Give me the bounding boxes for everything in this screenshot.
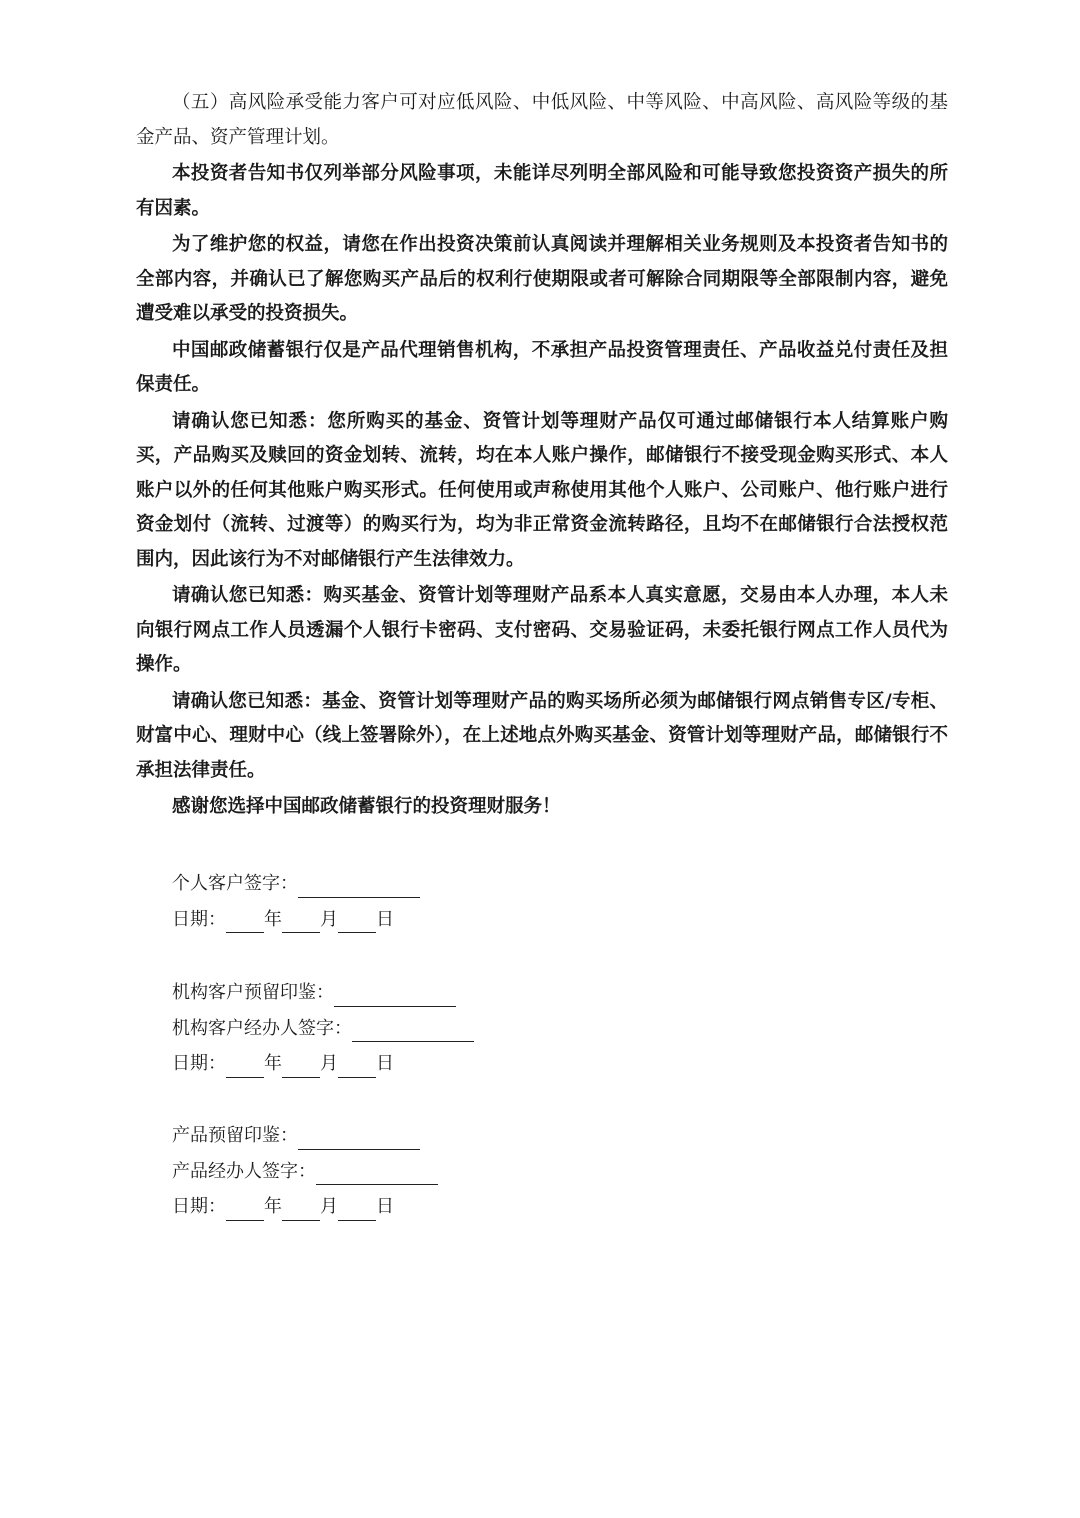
product-year-field[interactable] xyxy=(226,1198,264,1221)
individual-date-label: 日期： xyxy=(172,908,226,930)
institution-seal-label: 机构客户预留印鉴： xyxy=(172,982,334,1003)
individual-month-label: 月 xyxy=(320,908,338,930)
individual-signature-block xyxy=(172,866,672,937)
product-date-line xyxy=(172,1189,672,1225)
institution-agent-field[interactable] xyxy=(352,1019,474,1042)
individual-month-field[interactable] xyxy=(282,910,320,933)
paragraph-thanks: 感谢您选择中国邮政储蓄银行的投资理财服务！ xyxy=(172,796,561,817)
paragraph-account-confirmation: 请确认您已知悉：您所购买的基金、资管计划等理财产品仅可通过邮储银行本人结算账户购买，产品购买及赎回的资金划转、流转，均在本人账户操作，邮储银行不接受现金购买形式、本人账户以外的任何其他账户购买形式。任何使用或声称使用其他个人账户、公司账户、他行账户进行资金划付（流转、过渡等）的购买行为，均为非正常资金流转路径，且均不在邮储银行合法授权范围内，因此该行为不对邮储银行产生法律效力。 xyxy=(136,410,948,570)
individual-sign-field[interactable] xyxy=(298,875,420,898)
product-day-label: 日 xyxy=(376,1196,394,1217)
product-signature-block xyxy=(172,1118,672,1225)
product-agent-line xyxy=(172,1154,672,1190)
institution-agent-line xyxy=(172,1011,672,1047)
institution-date-label: 日期： xyxy=(172,1053,226,1074)
product-agent-field[interactable] xyxy=(316,1162,438,1185)
institution-day-field[interactable] xyxy=(338,1055,376,1078)
individual-day-field[interactable] xyxy=(338,910,376,933)
product-seal-field[interactable] xyxy=(298,1127,420,1150)
individual-day-label: 日 xyxy=(376,908,394,930)
product-month-field[interactable] xyxy=(282,1198,320,1221)
product-agent-label: 产品经办人签字： xyxy=(172,1160,316,1182)
paragraph-agent-role: 中国邮政储蓄银行仅是产品代理销售机构，不承担产品投资管理责任、产品收益兑付责任及担保责任。 xyxy=(136,339,948,395)
individual-sign-line xyxy=(172,866,672,902)
institution-year-field[interactable] xyxy=(226,1055,264,1078)
institution-year-label: 年 xyxy=(264,1053,282,1074)
individual-sign-label: 个人客户签字： xyxy=(172,873,298,894)
institution-month-label: 月 xyxy=(320,1053,338,1074)
paragraph-risk-disclaimer: 本投资者告知书仅列举部分风险事项，未能详尽列明全部风险和可能导致您投资资产损失的所有因素。 xyxy=(136,163,948,219)
product-month-label: 月 xyxy=(320,1196,338,1217)
institution-signature-block xyxy=(172,975,672,1082)
paragraph-read-rules: 为了维护您的权益，请您在作出投资决策前认真阅读并理解相关业务规则及本投资者告知书的全部内容，并确认已了解您购买产品后的权利行使期限或者可解除合同期限等全部限制内容，避免遭受难以承受的投资损失。 xyxy=(136,234,948,324)
product-date-label: 日期： xyxy=(172,1196,226,1217)
institution-agent-label: 机构客户经办人签字： xyxy=(172,1017,352,1039)
institution-seal-line xyxy=(172,975,672,1011)
product-seal-line xyxy=(172,1118,672,1154)
product-year-label: 年 xyxy=(264,1196,282,1217)
paragraph-purchase-location-confirmation: 请确认您已知悉：基金、资管计划等理财产品的购买场所必须为邮储银行网点销售专区/专柜、财富中心、理财中心（线上签署除外），在上述地点外购买基金、资管计划等理财产品，邮储银行不承担法律责任。 xyxy=(136,690,948,781)
individual-year-label: 年 xyxy=(264,908,282,930)
individual-date-line xyxy=(172,902,672,938)
individual-year-field[interactable] xyxy=(226,910,264,933)
institution-month-field[interactable] xyxy=(282,1055,320,1078)
institution-seal-field[interactable] xyxy=(334,984,456,1007)
paragraph-risk-level-five: （五）高风险承受能力客户可对应低风险、中低风险、中等风险、中高风险、高风险等级的基金产品、资产管理计划。 xyxy=(136,92,948,148)
institution-date-line xyxy=(172,1046,672,1082)
institution-day-label: 日 xyxy=(376,1053,394,1074)
product-seal-label: 产品预留印鉴： xyxy=(172,1125,298,1146)
notice-body xyxy=(136,86,948,825)
product-day-field[interactable] xyxy=(338,1198,376,1221)
paragraph-personal-will-confirmation: 请确认您已知悉：购买基金、资管计划等理财产品系本人真实意愿，交易由本人办理，本人未向银行网点工作人员透漏个人银行卡密码、支付密码、交易验证码，未委托银行网点工作人员代为操作。 xyxy=(136,585,948,675)
